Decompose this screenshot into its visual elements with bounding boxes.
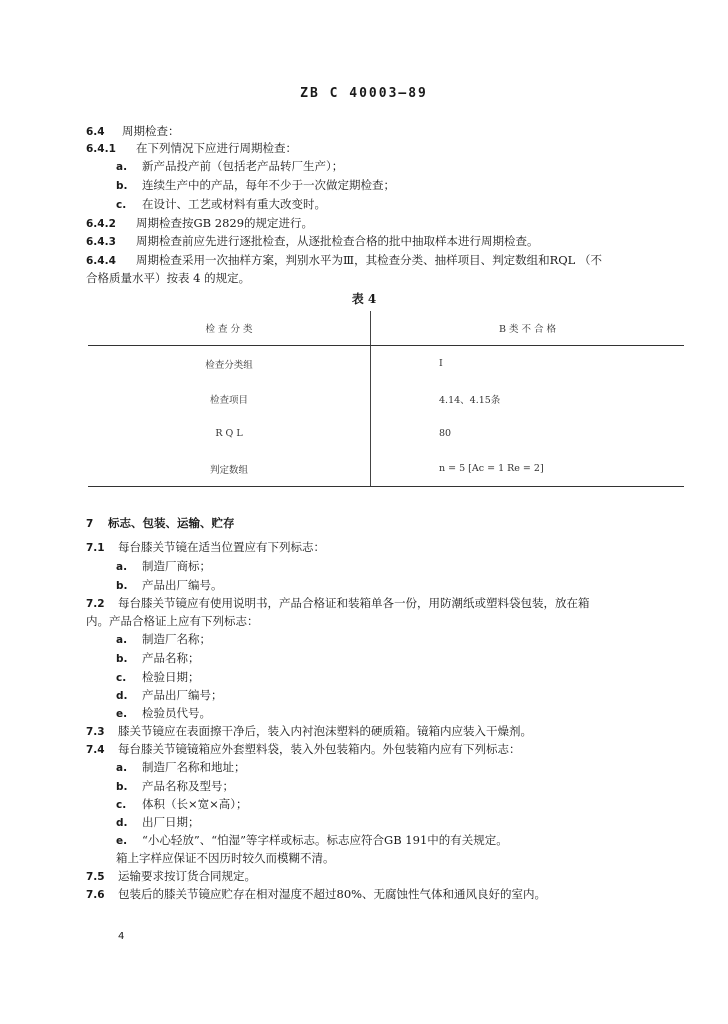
item-text: 体积（长×宽×高）；	[142, 797, 248, 811]
section-text: 每台膝关节镜应有使用说明书，产品合格证和装箱单各一份，用防潮纸或塑料袋包装，放在箱	[118, 596, 590, 610]
section-text: 周期检查按GB 2829的规定进行。	[136, 216, 314, 230]
section-number: 7.2	[86, 598, 105, 610]
section-6-4	[86, 124, 180, 140]
section-text: 膝关节镜应在表面擦干净后，装入内衬泡沫塑料的硬质箱。镜箱内应装入干燥剂。	[118, 724, 532, 738]
list-item	[116, 651, 200, 667]
table-cell: Ⅰ	[371, 346, 685, 382]
section-number: 7.4	[86, 744, 105, 756]
section-number: 6.4.4	[86, 255, 116, 267]
section-text: 在下列情况下应进行周期检查：	[136, 141, 297, 155]
header-cell: 检 查 分 类	[88, 311, 371, 346]
section-number: 7.3	[86, 726, 105, 738]
item-label: a.	[116, 561, 128, 573]
section-7-2	[86, 596, 590, 612]
list-item	[116, 159, 343, 175]
item-text: 产品出厂编号。	[142, 578, 223, 592]
section-number: 6.4	[86, 126, 105, 138]
table-caption: 表 4	[351, 292, 377, 306]
list-item	[116, 797, 248, 813]
section-6-4-4-continued: 合格质量水平）按表 4 的规定。	[86, 271, 251, 285]
table-cell: 4.14、4.15条	[439, 394, 501, 406]
item-text: 连续生产中的产品，每年不少于一次做定期检查；	[142, 178, 395, 192]
header-cell: B 类 不 合 格	[371, 311, 685, 346]
section-7-heading	[86, 516, 235, 532]
table-row	[88, 451, 684, 487]
table-row	[88, 346, 684, 382]
list-item	[116, 760, 246, 776]
table-cell: 检查分类组	[88, 346, 371, 382]
section-text: 周期检查：	[122, 124, 180, 138]
item-text: 产品名称；	[142, 651, 200, 665]
table-header-row	[88, 311, 684, 346]
table-cell: 80	[439, 428, 452, 439]
list-item	[116, 833, 508, 849]
item-text: 新产品投产前（包括老产品转厂生产）；	[142, 159, 344, 173]
section-7-4	[86, 742, 521, 758]
list-item	[116, 632, 211, 648]
section-7-1	[86, 540, 325, 556]
section-text: 包装后的膝关节镜应贮存在相对湿度不超过80%、无腐蚀性气体和通风良好的室内。	[118, 887, 547, 901]
item-label: a.	[116, 161, 128, 173]
table-row	[88, 381, 684, 416]
item-text: 制造厂名称和地址；	[142, 760, 246, 774]
table-cell: 检查项目	[88, 381, 371, 416]
list-item	[116, 178, 395, 194]
list-item	[116, 559, 211, 575]
section-number: 7	[86, 518, 94, 530]
section-7-3	[86, 724, 532, 740]
list-item	[116, 578, 223, 594]
table-cell: n = 5 [Ac = 1 Re = 2]	[371, 451, 685, 487]
item-label: e.	[116, 835, 128, 847]
section-7-4-note: 箱上字样应保证不因历时较久而模糊不清。	[116, 851, 335, 865]
inspection-table	[88, 311, 684, 487]
section-number: 6.4.1	[86, 143, 116, 155]
item-label: a.	[116, 762, 128, 774]
section-6-4-4	[86, 253, 602, 269]
section-number: 6.4.3	[86, 236, 116, 248]
item-label: b.	[116, 781, 128, 793]
section-7-2-continued: 内。产品合格证上应有下列标志：	[86, 614, 259, 628]
table-cell: R Q L	[88, 416, 371, 451]
item-label: b.	[116, 580, 128, 592]
section-number: 6.4.2	[86, 218, 116, 230]
item-label: b.	[116, 653, 128, 665]
item-label: d.	[116, 817, 128, 829]
list-item	[116, 670, 200, 686]
item-text: 产品出厂编号；	[142, 688, 223, 702]
section-7-5	[86, 869, 256, 885]
section-6-4-2	[86, 216, 313, 232]
item-text: “小心轻放”、“怕湿”等字样或标志。标志应符合GB 191中的有关规定。	[142, 833, 508, 847]
list-item	[116, 688, 223, 704]
list-item	[116, 815, 200, 831]
item-label: d.	[116, 690, 128, 702]
item-label: c.	[116, 199, 127, 211]
section-text: 每台膝关节镜在适当位置应有下列标志：	[118, 540, 325, 554]
item-label: a.	[116, 634, 128, 646]
item-text: 制造厂商标；	[142, 559, 211, 573]
section-number: 7.1	[86, 542, 105, 554]
table-cell: 判定数组	[88, 451, 371, 487]
section-number: 7.5	[86, 871, 105, 883]
standard-number-header: ZB C 40003—89	[300, 86, 428, 101]
page-number: 4	[118, 931, 125, 942]
list-item	[116, 779, 234, 795]
section-text: 周期检查前应先进行逐批检查，从逐批检查合格的批中抽取样本进行周期检查。	[136, 234, 539, 248]
item-text: 制造厂名称；	[142, 632, 211, 646]
list-item	[116, 197, 326, 213]
item-label: c.	[116, 672, 127, 684]
item-text: 检验日期；	[142, 670, 200, 684]
item-text: 检验员代号。	[142, 706, 211, 720]
item-label: c.	[116, 799, 127, 811]
item-label: e.	[116, 708, 128, 720]
section-number: 7.6	[86, 889, 105, 901]
section-title: 标志、包装、运输、贮存	[108, 516, 235, 530]
item-text: 出厂日期；	[142, 815, 200, 829]
section-7-6	[86, 887, 546, 903]
table-row	[88, 416, 684, 451]
section-text: 运输要求按订货合同规定。	[118, 869, 256, 883]
section-text: 周期检查采用一次抽样方案，判别水平为Ⅲ，其检查分类、抽样项目、判定数组和RQL （不	[136, 253, 602, 267]
list-item	[116, 706, 211, 722]
section-6-4-1	[86, 141, 297, 157]
section-6-4-3	[86, 234, 539, 250]
item-label: b.	[116, 180, 128, 192]
item-text: 在设计、工艺或材料有重大改变时。	[142, 197, 326, 211]
section-text: 每台膝关节镜镜箱应外套塑料袋，装入外包装箱内。外包装箱内应有下列标志：	[118, 742, 521, 756]
item-text: 产品名称及型号；	[142, 779, 234, 793]
